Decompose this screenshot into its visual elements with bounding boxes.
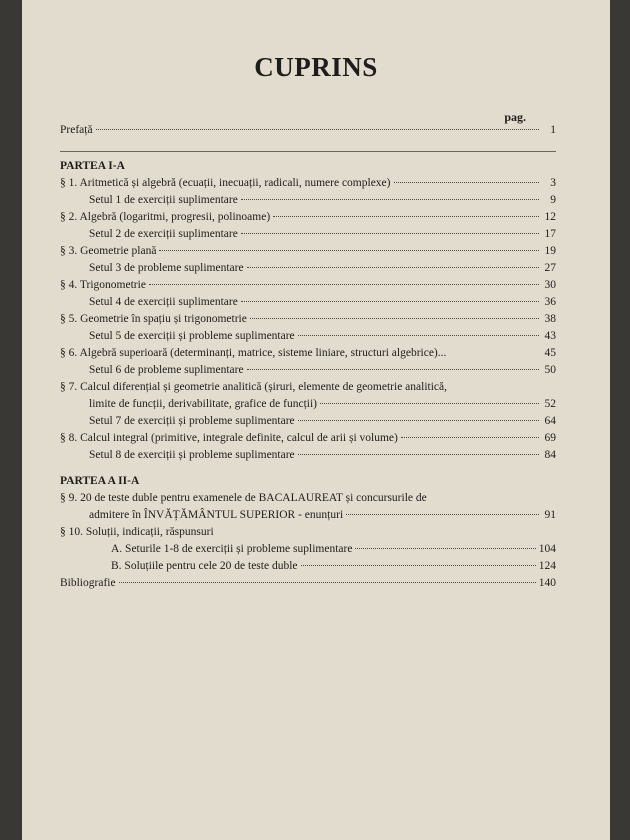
dot-leader	[394, 181, 540, 183]
toc-entry	[60, 177, 556, 194]
dot-leader	[450, 386, 539, 387]
toc-entry-label: § 5. Geometrie în spațiu și trigonometrie	[60, 313, 247, 325]
dot-leader	[298, 419, 539, 421]
toc-entry-label: Setul 3 de probleme suplimentare	[89, 262, 244, 274]
toc-entry-label: § 8. Calcul integral (primitive, integrale definite, calcul de arii și volume)	[60, 432, 398, 444]
dot-leader	[355, 547, 535, 549]
dot-leader	[247, 368, 539, 370]
dot-leader	[430, 497, 539, 498]
toc-entry-page: 27	[544, 262, 556, 274]
dot-leader	[159, 249, 539, 251]
dot-leader	[320, 402, 539, 404]
toc-entry	[60, 245, 556, 262]
toc-entry-label: Setul 5 de exerciții și probleme suplimentare	[89, 330, 295, 342]
toc-entry-page: 17	[544, 228, 556, 240]
book-page	[22, 0, 610, 840]
toc-entry-label: § 9. 20 de teste duble pentru examenele de BACALAUREAT și concursurile de	[60, 492, 427, 504]
toc-entry-page: 45	[544, 347, 556, 359]
dot-leader	[250, 317, 539, 319]
toc-entry-page: 91	[544, 509, 556, 521]
toc-entry-label: Bibliografie	[60, 577, 116, 589]
toc-entry	[60, 124, 556, 141]
toc-entry	[60, 475, 556, 492]
toc-entry-label: limite de funcții, derivabilitate, grafice de funcții)	[89, 398, 317, 410]
dot-leader	[401, 436, 539, 438]
toc-entry-label: Setul 2 de exerciții suplimentare	[89, 228, 238, 240]
dot-leader	[449, 352, 539, 353]
toc-entry-label: § 3. Geometrie plană	[60, 245, 157, 257]
toc-entry-label: § 4. Trigonometrie	[60, 279, 146, 291]
toc-entry-page: 43	[544, 330, 556, 342]
toc-entry-label: Prefață	[60, 124, 93, 136]
toc-entry-page: 38	[544, 313, 556, 325]
dot-leader	[298, 453, 539, 455]
toc-entry	[60, 577, 556, 594]
dot-leader	[241, 232, 539, 234]
dot-leader	[142, 480, 539, 481]
toc-entry	[60, 211, 556, 228]
toc-entry-page: 9	[550, 194, 556, 206]
dot-leader	[298, 334, 539, 336]
toc-entry-label: A. Seturile 1-8 de exerciții și probleme suplimentare	[111, 543, 353, 555]
toc-entry-label: Setul 8 de exerciții și probleme suplimentare	[89, 449, 295, 461]
toc-entry	[89, 228, 556, 245]
toc-entry-label: § 2. Algebră (logaritmi, progresii, polinoame)	[60, 211, 271, 223]
dot-leader	[346, 513, 539, 515]
dot-leader	[217, 531, 539, 532]
toc-entry	[60, 492, 556, 509]
dot-leader	[301, 564, 536, 566]
dot-leader	[96, 128, 539, 130]
toc-entry-page: 12	[544, 211, 556, 223]
toc-entry	[89, 415, 556, 432]
toc-entry	[60, 381, 556, 398]
toc-entry-page: 30	[544, 279, 556, 291]
toc-entry-label: B. Soluțiile pentru cele 20 de teste duble	[111, 560, 298, 572]
toc-entry-page: 64	[544, 415, 556, 427]
toc-entry-label: Setul 1 de exerciții suplimentare	[89, 194, 238, 206]
toc-entry-label: Setul 6 de probleme suplimentare	[89, 364, 244, 376]
toc-entry-page: 140	[538, 577, 556, 589]
toc-entry-label: § 10. Soluții, indicații, răspunsuri	[60, 526, 214, 538]
toc-entry-label: Setul 4 de exerciții suplimentare	[89, 296, 238, 308]
toc-entry-page: 19	[544, 245, 556, 257]
toc-entry	[60, 526, 556, 543]
toc-entry	[60, 432, 556, 449]
toc-entry	[111, 543, 556, 560]
toc-entry	[89, 398, 556, 415]
dot-leader	[241, 198, 539, 200]
toc-entry	[89, 449, 556, 466]
toc-entry	[89, 194, 556, 211]
toc-entry	[89, 364, 556, 381]
toc-entry	[89, 509, 556, 526]
toc-entry-page: 52	[544, 398, 556, 410]
toc-entry-page: 3	[550, 177, 556, 189]
toc-entry-label: Setul 7 de exerciții și probleme suplimentare	[89, 415, 295, 427]
toc-entry	[89, 330, 556, 347]
dot-leader	[273, 215, 539, 217]
toc-entry-label: PARTEA A II-A	[60, 475, 140, 487]
toc-entry-page: 104	[538, 543, 556, 555]
toc-entry-label: admitere în ÎNVĂȚĂMÂNTUL SUPERIOR - enunțuri	[89, 509, 344, 521]
toc-entry	[60, 279, 556, 296]
dot-leader	[119, 581, 536, 583]
page-title: CUPRINS	[254, 52, 378, 82]
toc-entry-page: 50	[544, 364, 556, 376]
toc-entry-page: 124	[538, 560, 556, 572]
toc-entry-page: 84	[544, 449, 556, 461]
toc-entry	[111, 560, 556, 577]
toc-entry-label: § 7. Calcul diferențial și geometrie analitică (șiruri, elemente de geometrie analitică,	[60, 381, 448, 393]
toc-entry-label: PARTEA I-A	[60, 160, 125, 172]
dot-leader	[241, 300, 539, 302]
toc-entry	[89, 296, 556, 313]
toc-entry-page: 36	[544, 296, 556, 308]
toc-entry	[60, 347, 556, 364]
dot-leader	[149, 283, 539, 285]
toc-entry	[60, 313, 556, 330]
toc-entry	[89, 262, 556, 279]
dot-leader	[247, 266, 539, 268]
toc-entry	[60, 160, 556, 177]
page-column-label: pag.	[504, 110, 526, 124]
toc-entry-page: 69	[544, 432, 556, 444]
toc-entry-page: 1	[550, 124, 556, 136]
dot-leader	[128, 165, 539, 166]
toc-entry-label: § 1. Aritmetică și algebră (ecuații, inecuații, radicali, numere complexe)	[60, 177, 391, 189]
header-rule	[60, 151, 556, 152]
toc-entry-label: § 6. Algebră superioară (determinanți, matrice, sisteme liniare, structuri algebrice)...	[60, 347, 447, 359]
